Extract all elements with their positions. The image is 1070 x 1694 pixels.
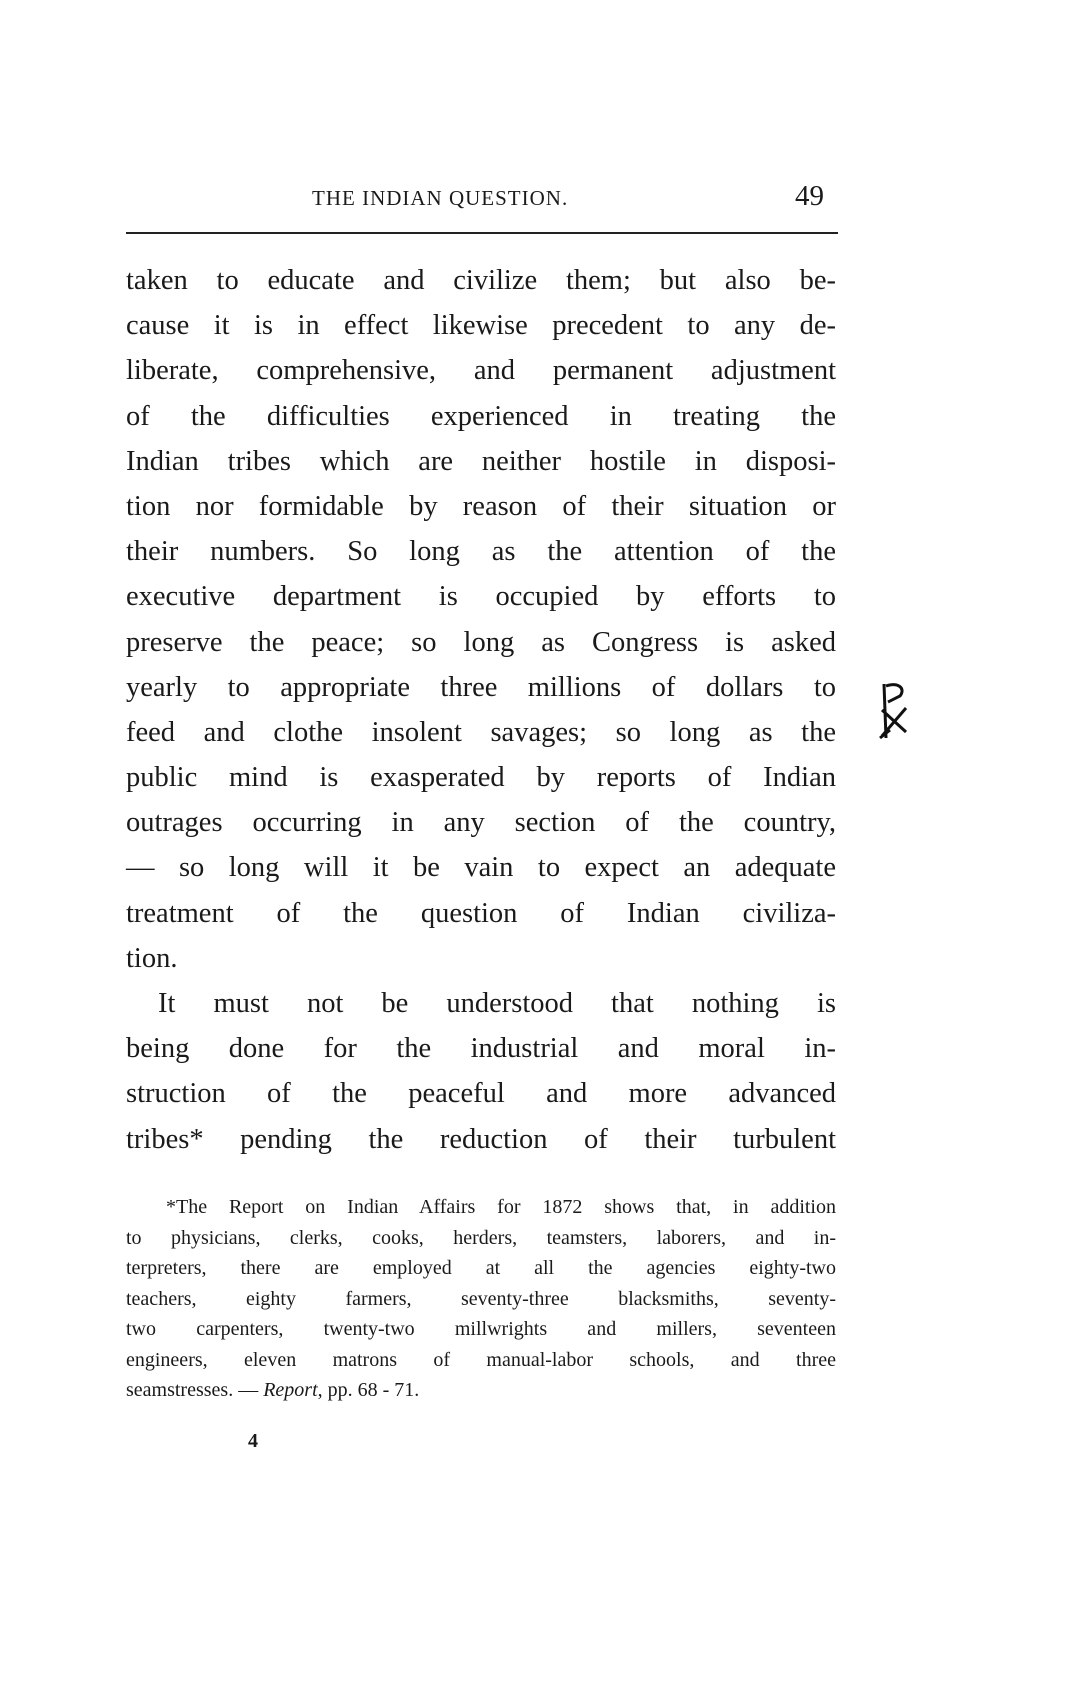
running-header [126,180,836,216]
citation-pages: , pp. 68 - 71. [317,1379,420,1401]
body-line: treatment of the question of Indian civiliza- [126,897,836,929]
body-line: struction of the peaceful and more advanced [126,1078,836,1110]
body-line: executive department is occupied by efforts to [126,581,836,613]
body-line: It must not be understood that nothing is [158,988,836,1019]
body-line: cause it is in effect likewise precedent to any de- [126,310,836,342]
footnote [126,1192,836,1406]
footnote-line: teachers, eighty farmers, seventy-three blacksmiths, seventy- [126,1287,836,1310]
body-line: their numbers. So long as the attention of the [126,536,836,568]
body-line: outrages occurring in any section of the country, [126,807,836,839]
body-line: being done for the industrial and moral in- [126,1033,836,1065]
body-line: of the difficulties experienced in treating the [126,400,836,432]
running-title: THE INDIAN QUESTION. [312,186,569,210]
footnote-line: to physicians, clerks, cooks, herders, teamsters, laborers, and in- [126,1226,836,1249]
body-line: taken to educate and civilize them; but also be- [126,265,836,296]
body-line: preserve the peace; so long as Congress is asked [126,626,836,658]
header-rule [126,232,838,234]
signature-mark: 4 [248,1430,258,1452]
footnote-line [126,1375,836,1406]
handwritten-mark-icon [876,680,912,742]
body-line: liberate, comprehensive, and permanent adjustment [126,355,836,387]
body-line: Indian tribes which are neither hostile in disposi- [126,445,836,477]
body-line: tion nor formidable by reason of their situation or [126,490,836,522]
footnote-line: *The Report on Indian Affairs for 1872 shows that, in addition [166,1196,836,1218]
body-line: yearly to appropriate three millions of dollars to [126,671,836,703]
body-line: public mind is exasperated by reports of Indian [126,762,836,794]
footnote-line: two carpenters, twenty-two millwrights and millers, seventeen [126,1318,836,1340]
body-line: feed and clothe insolent savages; so long as the [126,716,836,748]
footnote-line: terpreters, there are employed at all the agencies eighty-two [126,1257,836,1279]
body-line: — so long will it be vain to expect an adequate [126,852,836,884]
footnote-line: engineers, eleven matrons of manual-labor schools, and three [126,1348,836,1371]
page-number: 49 [795,180,824,212]
body-text [126,258,836,1162]
body-line: tribes* pending the reduction of their turbulent [126,1123,836,1155]
body-line: tion. [126,942,178,974]
footnote-text: seamstresses. — [126,1379,264,1401]
citation-title: Report [263,1379,318,1401]
